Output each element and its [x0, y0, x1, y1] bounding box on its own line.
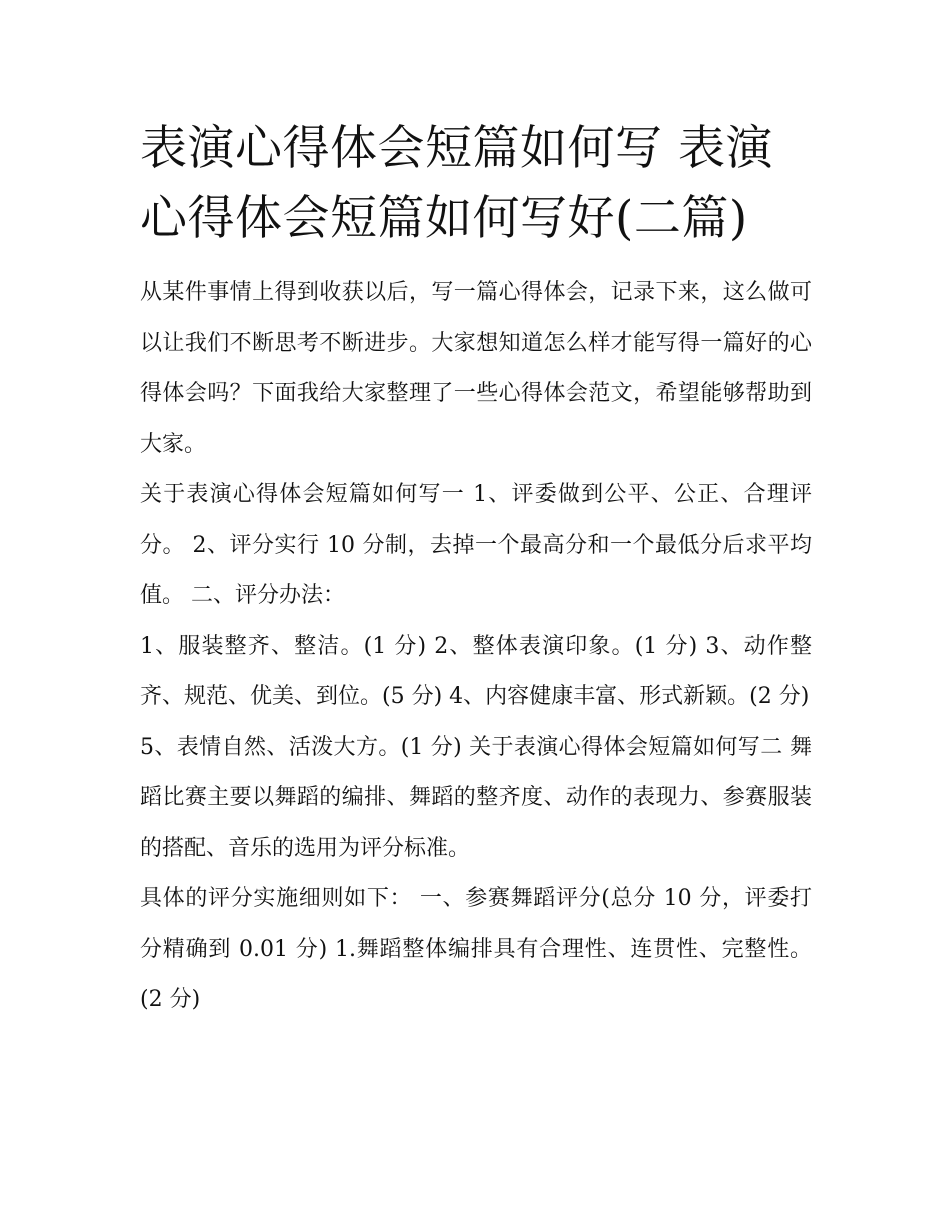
paragraph-expression-dance: 5、表情自然、活泼大方。(1 分) 关于表演心得体会短篇如何写二 舞蹈比赛主要以舞蹈的编排、舞蹈的整齐度、动作的表现力、参赛服装的搭配、音乐的选用为评分标准。 — [140, 734, 812, 861]
paragraph-intro: 从某件事情上得到收获以后，写一篇心得体会，记录下来，这么做可以让我们不断思考不断进步。大家想知道怎么样才能写得一篇好的心得体会吗？下面我给大家整理了一些心得体会范文，希望能够帮助到大家。 — [140, 280, 812, 457]
paragraph-detailed-rules: 具体的评分实施细则如下： 一、参赛舞蹈评分(总分 10 分，评委打分精确到 0.01 分) 1.舞蹈整体编排具有合理性、连贯性、完整性。(2 分) — [140, 886, 812, 1012]
paragraph-scoring-rules: 关于表演心得体会短篇如何写一 1、评委做到公平、公正、合理评分。 2、评分实行 10 分制，去掉一个最高分和一个最低分后求平均值。 二、评分办法： — [140, 482, 812, 608]
document-page — [140, 114, 812, 1026]
document-title: 表演心得体会短篇如何写 表演心得体会短篇如何写好(二篇) — [140, 121, 773, 246]
paragraph-scoring-items: 1、服装整齐、整洁。(1 分) 2、整体表演印象。(1 分) 3、动作整齐、规范、优美、到位。(5 分) 4、内容健康丰富、形式新颖。(2 分) — [140, 633, 812, 709]
